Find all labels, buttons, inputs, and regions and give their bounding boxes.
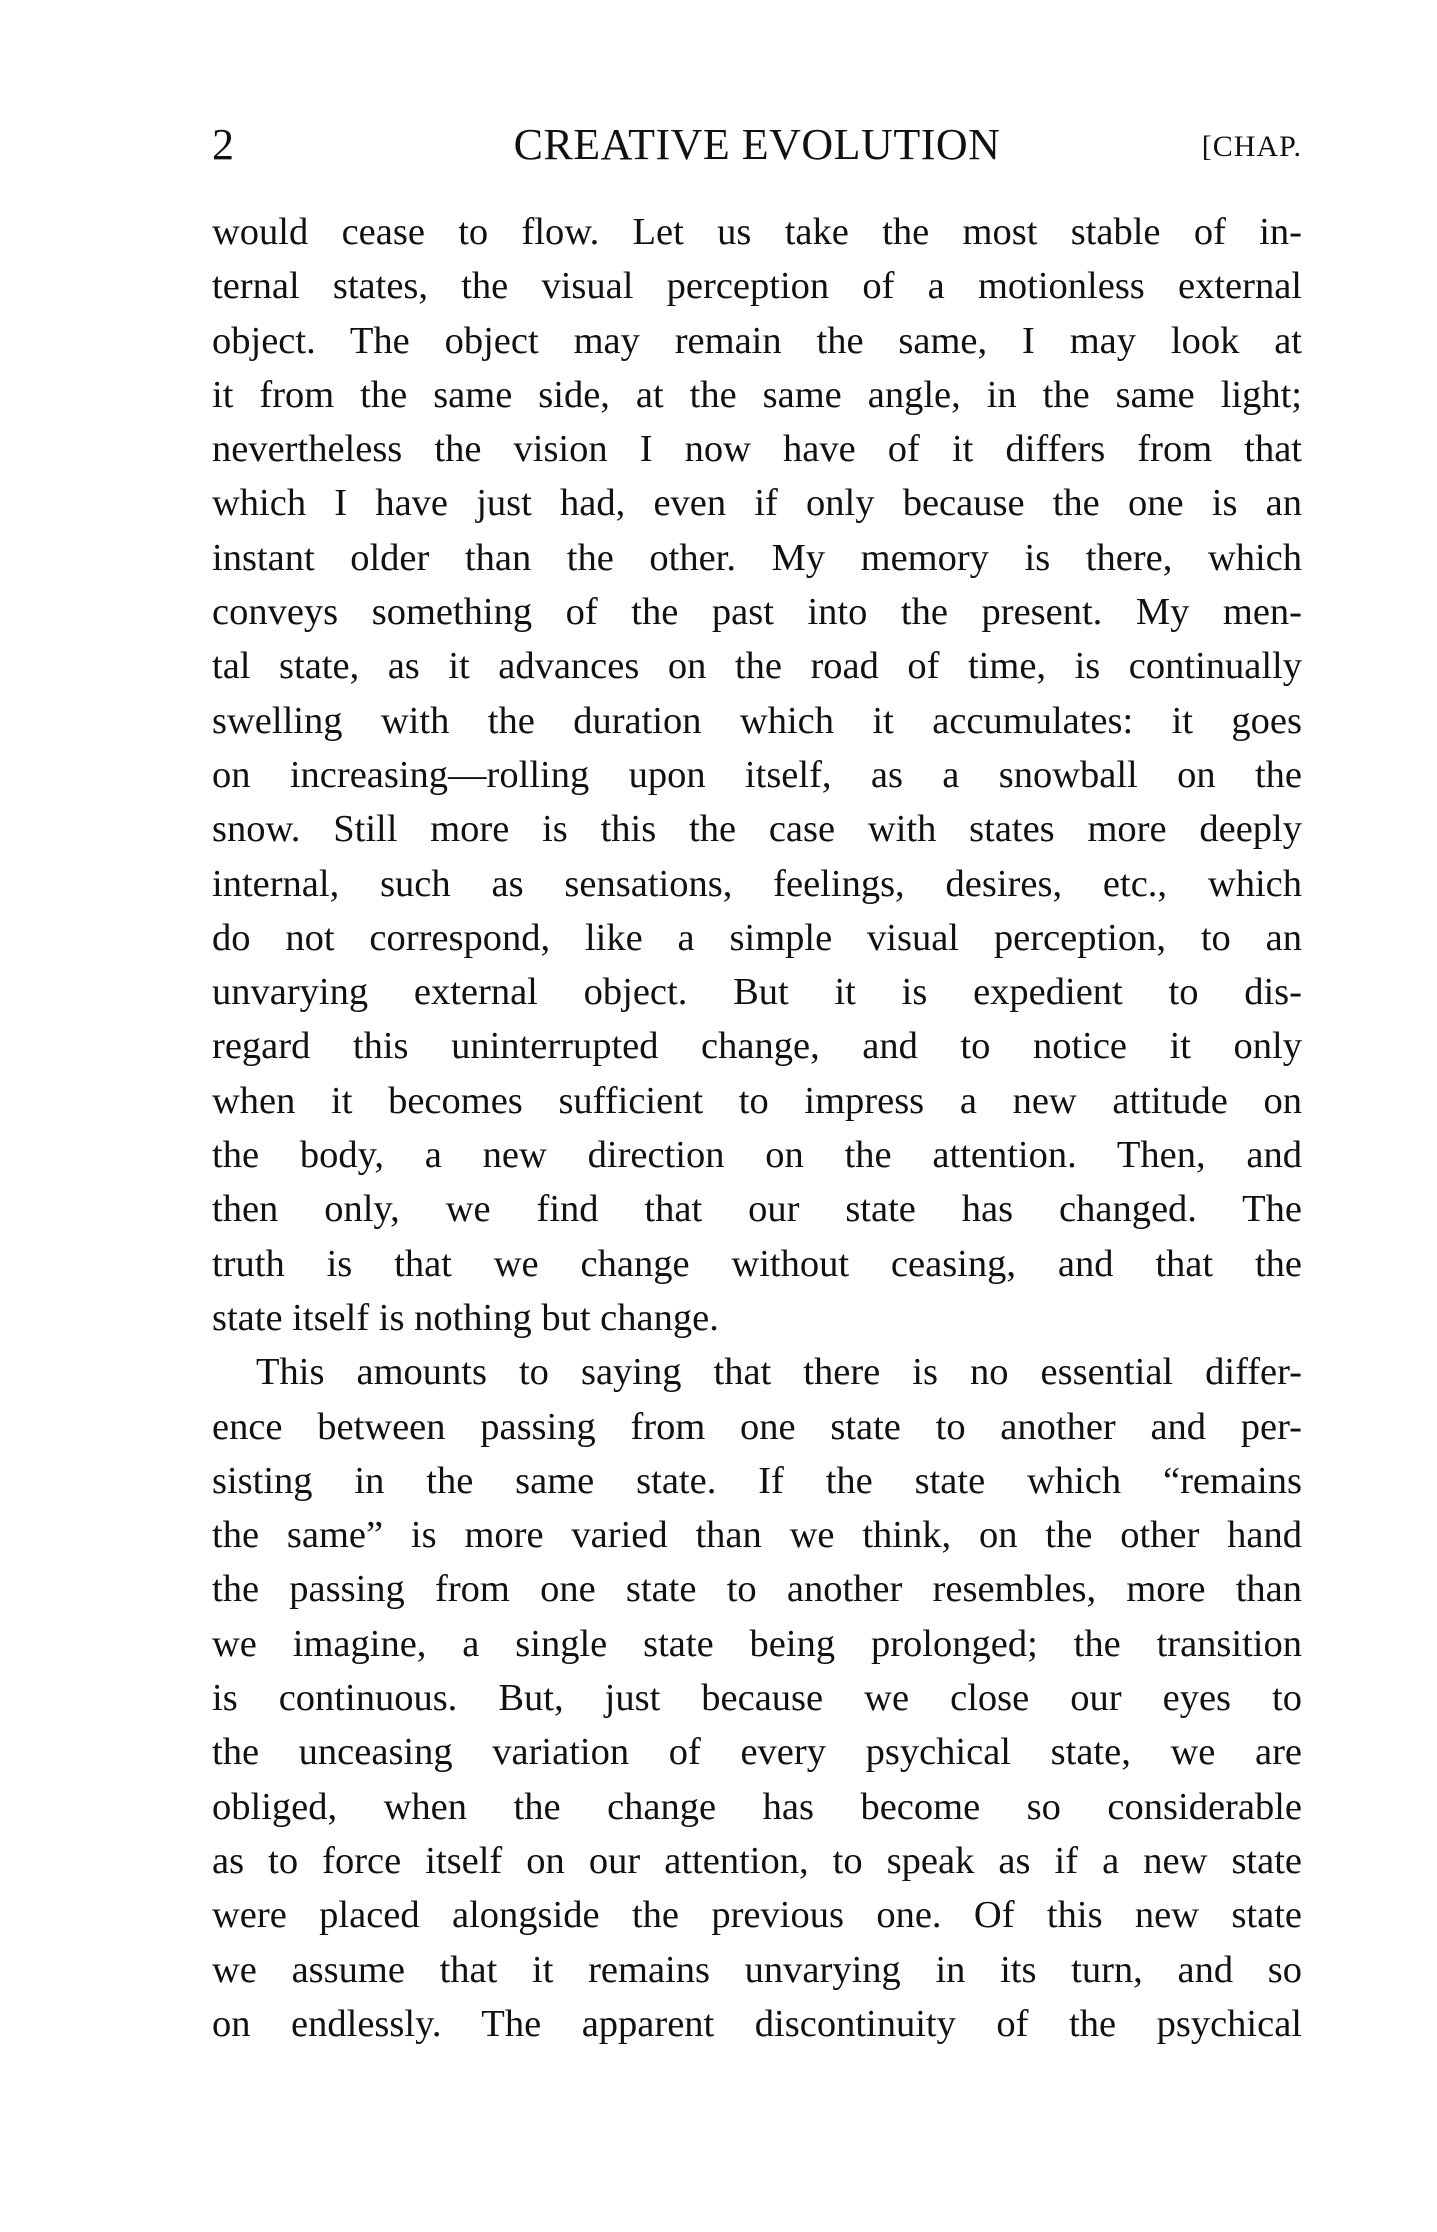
text-line: sisting in the same state. If the state which “remains — [212, 1459, 1302, 1502]
text-line: on increasing—rolling upon itself, as a snowball on the — [212, 753, 1302, 796]
text-line: instant older than the other. My memory is there, which — [212, 536, 1302, 579]
text-line: the same” is more varied than we think, on the other hand — [212, 1514, 1302, 1557]
body-text — [212, 205, 1302, 2051]
text-line: state itself is nothing but change. — [212, 1296, 719, 1339]
text-line: conveys something of the past into the present. My men- — [212, 591, 1302, 634]
text-line: do not correspond, like a simple visual perception, to an — [212, 916, 1302, 959]
text-line: truth is that we change without ceasing, and that the — [212, 1242, 1302, 1285]
text-line: ence between passing from one state to another and per- — [212, 1405, 1302, 1448]
text-line: then only, we find that our state has changed. The — [212, 1188, 1302, 1231]
running-head — [212, 118, 1302, 172]
chapter-marker: [CHAP. — [1201, 130, 1302, 163]
text-line: we assume that it remains unvarying in its turn, and so — [212, 1948, 1302, 1991]
text-line: snow. Still more is this the case with states more deeply — [212, 808, 1302, 851]
text-line: regard this uninterrupted change, and to notice it only — [212, 1025, 1302, 1068]
text-line: ternal states, the visual perception of a motionless external — [212, 265, 1302, 308]
text-line: object. The object may remain the same, I may look at — [212, 319, 1302, 362]
text-line: which I have just had, even if only because the one is an — [212, 482, 1302, 525]
text-line: were placed alongside the previous one. Of this new state — [212, 1894, 1302, 1937]
text-line: as to force itself on our attention, to speak as if a new state — [212, 1839, 1302, 1882]
text-line: obliged, when the change has become so considerable — [212, 1785, 1302, 1828]
text-line: would cease to flow. Let us take the most stable of in- — [212, 211, 1302, 253]
running-title: CREATIVE EVOLUTION — [513, 120, 1001, 169]
text-line: we imagine, a single state being prolonged; the transition — [212, 1622, 1302, 1665]
text-line: internal, such as sensations, feelings, desires, etc., which — [212, 862, 1302, 905]
paragraph — [212, 205, 1302, 1345]
page-number: 2 — [212, 120, 234, 169]
text-line: the passing from one state to another resembles, more than — [212, 1568, 1302, 1611]
text-line: when it becomes sufficient to impress a new attitude on — [212, 1079, 1302, 1122]
text-line: the body, a new direction on the attention. Then, and — [212, 1134, 1302, 1177]
text-line: is continuous. But, just because we close our eyes to — [212, 1677, 1302, 1720]
text-line: unvarying external object. But it is expedient to dis- — [212, 971, 1302, 1014]
text-line: tal state, as it advances on the road of time, is continually — [212, 645, 1302, 688]
text-line: it from the same side, at the same angle, in the same light; — [212, 373, 1302, 416]
paragraph — [212, 1345, 1302, 2051]
text-line: on endlessly. The apparent discontinuity of the psychical — [212, 2002, 1302, 2045]
text-line: the unceasing variation of every psychical state, we are — [212, 1731, 1302, 1774]
text-line: This amounts to saying that there is no essential differ- — [256, 1351, 1302, 1394]
text-line: swelling with the duration which it accumulates: it goes — [212, 699, 1302, 742]
text-line: nevertheless the vision I now have of it differs from that — [212, 428, 1302, 471]
